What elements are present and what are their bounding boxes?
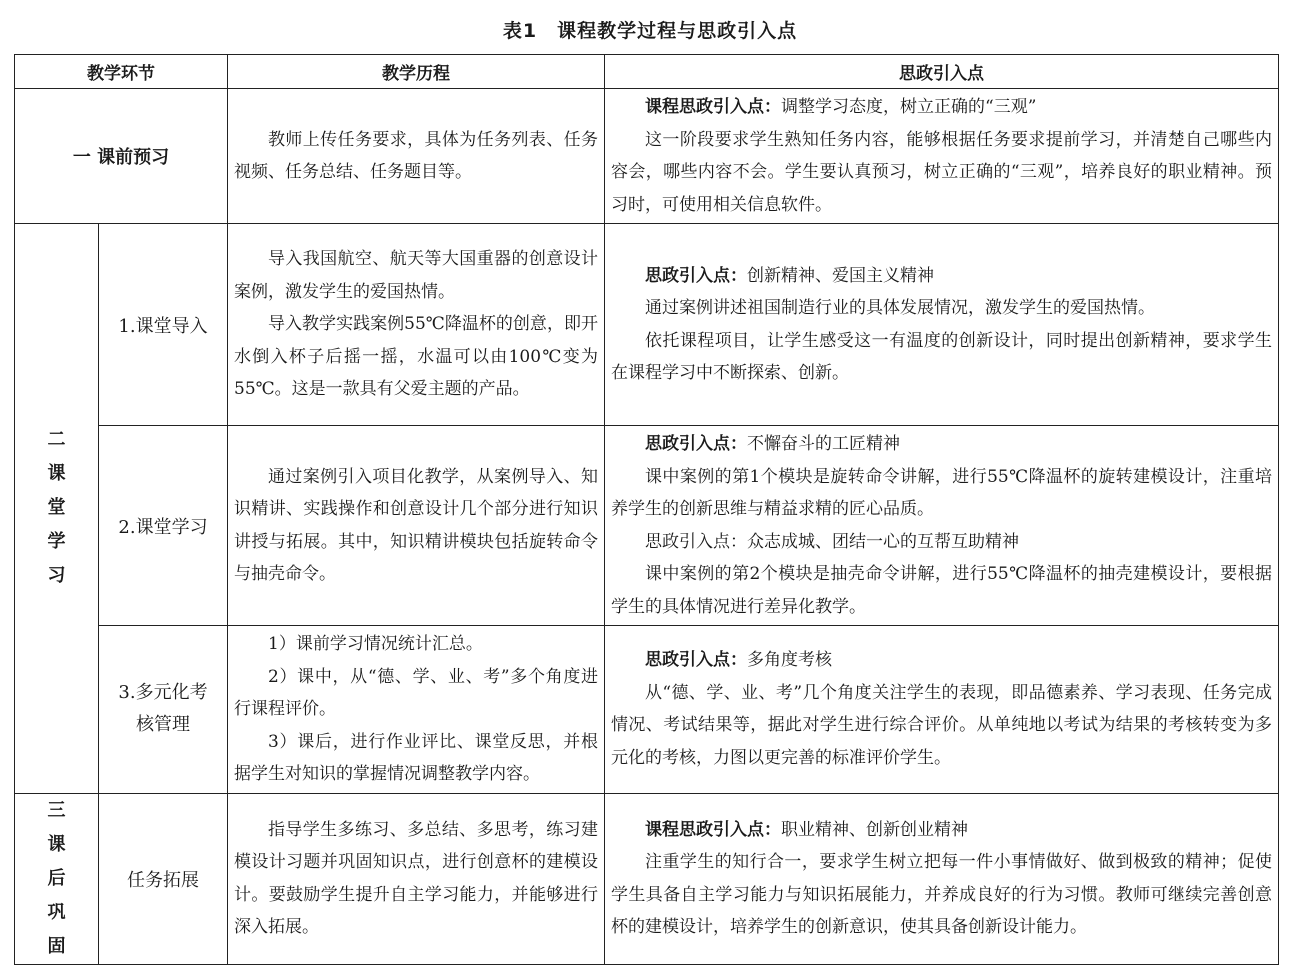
ideology-heading: 思政引入点：众志成城、团结一心的互帮互助精神: [645, 531, 1019, 552]
stage-cell-classroom: 二 课 堂 学 习: [15, 224, 99, 794]
process-text: 导入我国航空、航天等大国重器的创意设计案例，激发学生的爱国热情。: [234, 249, 598, 302]
substage-cell: 2.课堂学习: [99, 426, 228, 626]
table-title: 表1 课程教学过程与思政引入点: [502, 20, 798, 42]
table-row: [15, 793, 1279, 964]
ideology-heading: 课程思政引入点：调整学习态度，树立正确的“三观”: [645, 97, 1037, 117]
header-ideology: 思政引入点: [605, 55, 1279, 89]
ideology-text: 课中案例的第2个模块是抽壳命令讲解，进行55℃降温杯的抽壳建模设计，要根据学生的具体情况进行差异化教学。: [611, 564, 1272, 617]
ideology-text: 课中案例的第1个模块是旋转命令讲解，进行55℃降温杯的旋转建模设计，注重培养学生的创新思维与精益求精的匠心品质。: [611, 466, 1272, 519]
ideology-heading: 思政引入点：多角度考核: [645, 650, 832, 671]
process-text: 2）课中，从“德、学、业、考”多个角度进行课程评价。: [234, 666, 598, 719]
ideology-heading: 思政引入点：不懈奋斗的工匠精神: [645, 434, 900, 454]
process-text: 通过案例引入项目化教学，从案例导入、知识精讲、实践操作和创意设计几个部分进行知识讲授与拓展。其中，知识精讲模块包括旋转命令与抽壳命令。: [234, 466, 598, 584]
ideology-text: 这一阶段要求学生熟知任务内容，能够根据任务要求提前学习，并清楚自己哪些内容会，哪些内容不会。学生要认真预习，树立正确的“三观”，培养良好的职业精神。预习时，可使用相关信息软件。: [611, 129, 1272, 215]
course-table: [14, 54, 1279, 965]
ideology-heading: 思政引入点：创新精神、爱国主义精神: [645, 265, 934, 286]
process-text: 指导学生多练习、多总结、多思考，练习建模设计习题并巩固知识点，进行创意杯的建模设计。要鼓励学生提升自主学习能力，并能够进行深入拓展。: [234, 819, 598, 937]
table-row: [15, 89, 1279, 224]
ideology-text: 注重学生的知行合一，要求学生树立把每一件小事情做好、做到极致的精神；促使学生具备自主学习能力与知识拓展能力，并养成良好的行为习惯。教师可继续完善创意杯的建模设计，培养学生的创新意识，使其具备创新设计能力。: [611, 852, 1272, 937]
ideology-heading: 课程思政引入点：职业精神、创新创业精神: [645, 819, 968, 840]
stage-cell-after-class: 三 课 后 巩 固: [15, 793, 99, 964]
process-cell: [228, 426, 605, 626]
ideology-cell: [605, 89, 1279, 224]
table-row: [15, 426, 1279, 626]
ideology-cell: [605, 626, 1279, 794]
process-text: 教师上传任务要求，具体为任务列表、任务视频、任务总结、任务题目等。: [234, 129, 598, 182]
ideology-text: 通过案例讲述祖国制造行业的具体发展情况，激发学生的爱国热情。: [645, 298, 1155, 318]
ideology-cell: [605, 426, 1279, 626]
substage-cell: 任务拓展: [99, 793, 228, 964]
ideology-cell: [605, 224, 1279, 426]
process-cell: [228, 793, 605, 964]
table-row: [15, 224, 1279, 426]
process-cell: [228, 89, 605, 224]
process-cell: [228, 224, 605, 426]
process-text: 3）课后，进行作业评比、课堂反思，并根据学生对知识的掌握情况调整教学内容。: [234, 731, 598, 784]
header-process: 教学历程: [228, 55, 605, 89]
stage-cell: 一 课前预习: [15, 89, 228, 224]
process-cell: [228, 626, 605, 794]
process-text: 1）课前学习情况统计汇总。: [268, 634, 483, 654]
ideology-text: 依托课程项目，让学生感受这一有温度的创新设计，同时提出创新精神，要求学生在课程学习中不断探索、创新。: [611, 330, 1272, 383]
process-text: 导入教学实践案例55℃降温杯的创意，即开水倒入杯子后摇一摇，水温可以由100℃变为55℃。这是一款具有父爱主题的产品。: [234, 314, 598, 400]
ideology-cell: [605, 793, 1279, 964]
ideology-text: 从“德、学、业、考”几个角度关注学生的表现，即品德素养、学习表现、任务完成情况、考试结果等，据此对学生进行综合评价。从单纯地以考试为结果的考核转变为多元化的考核，力图以更完善的标准评价学生。: [611, 682, 1272, 768]
header-stage: 教学环节: [15, 55, 228, 89]
substage-cell: 1.课堂导入: [99, 224, 228, 426]
header-row: [15, 55, 1279, 89]
substage-cell: 3.多元化考 核管理: [99, 626, 228, 794]
table-row: [15, 626, 1279, 794]
